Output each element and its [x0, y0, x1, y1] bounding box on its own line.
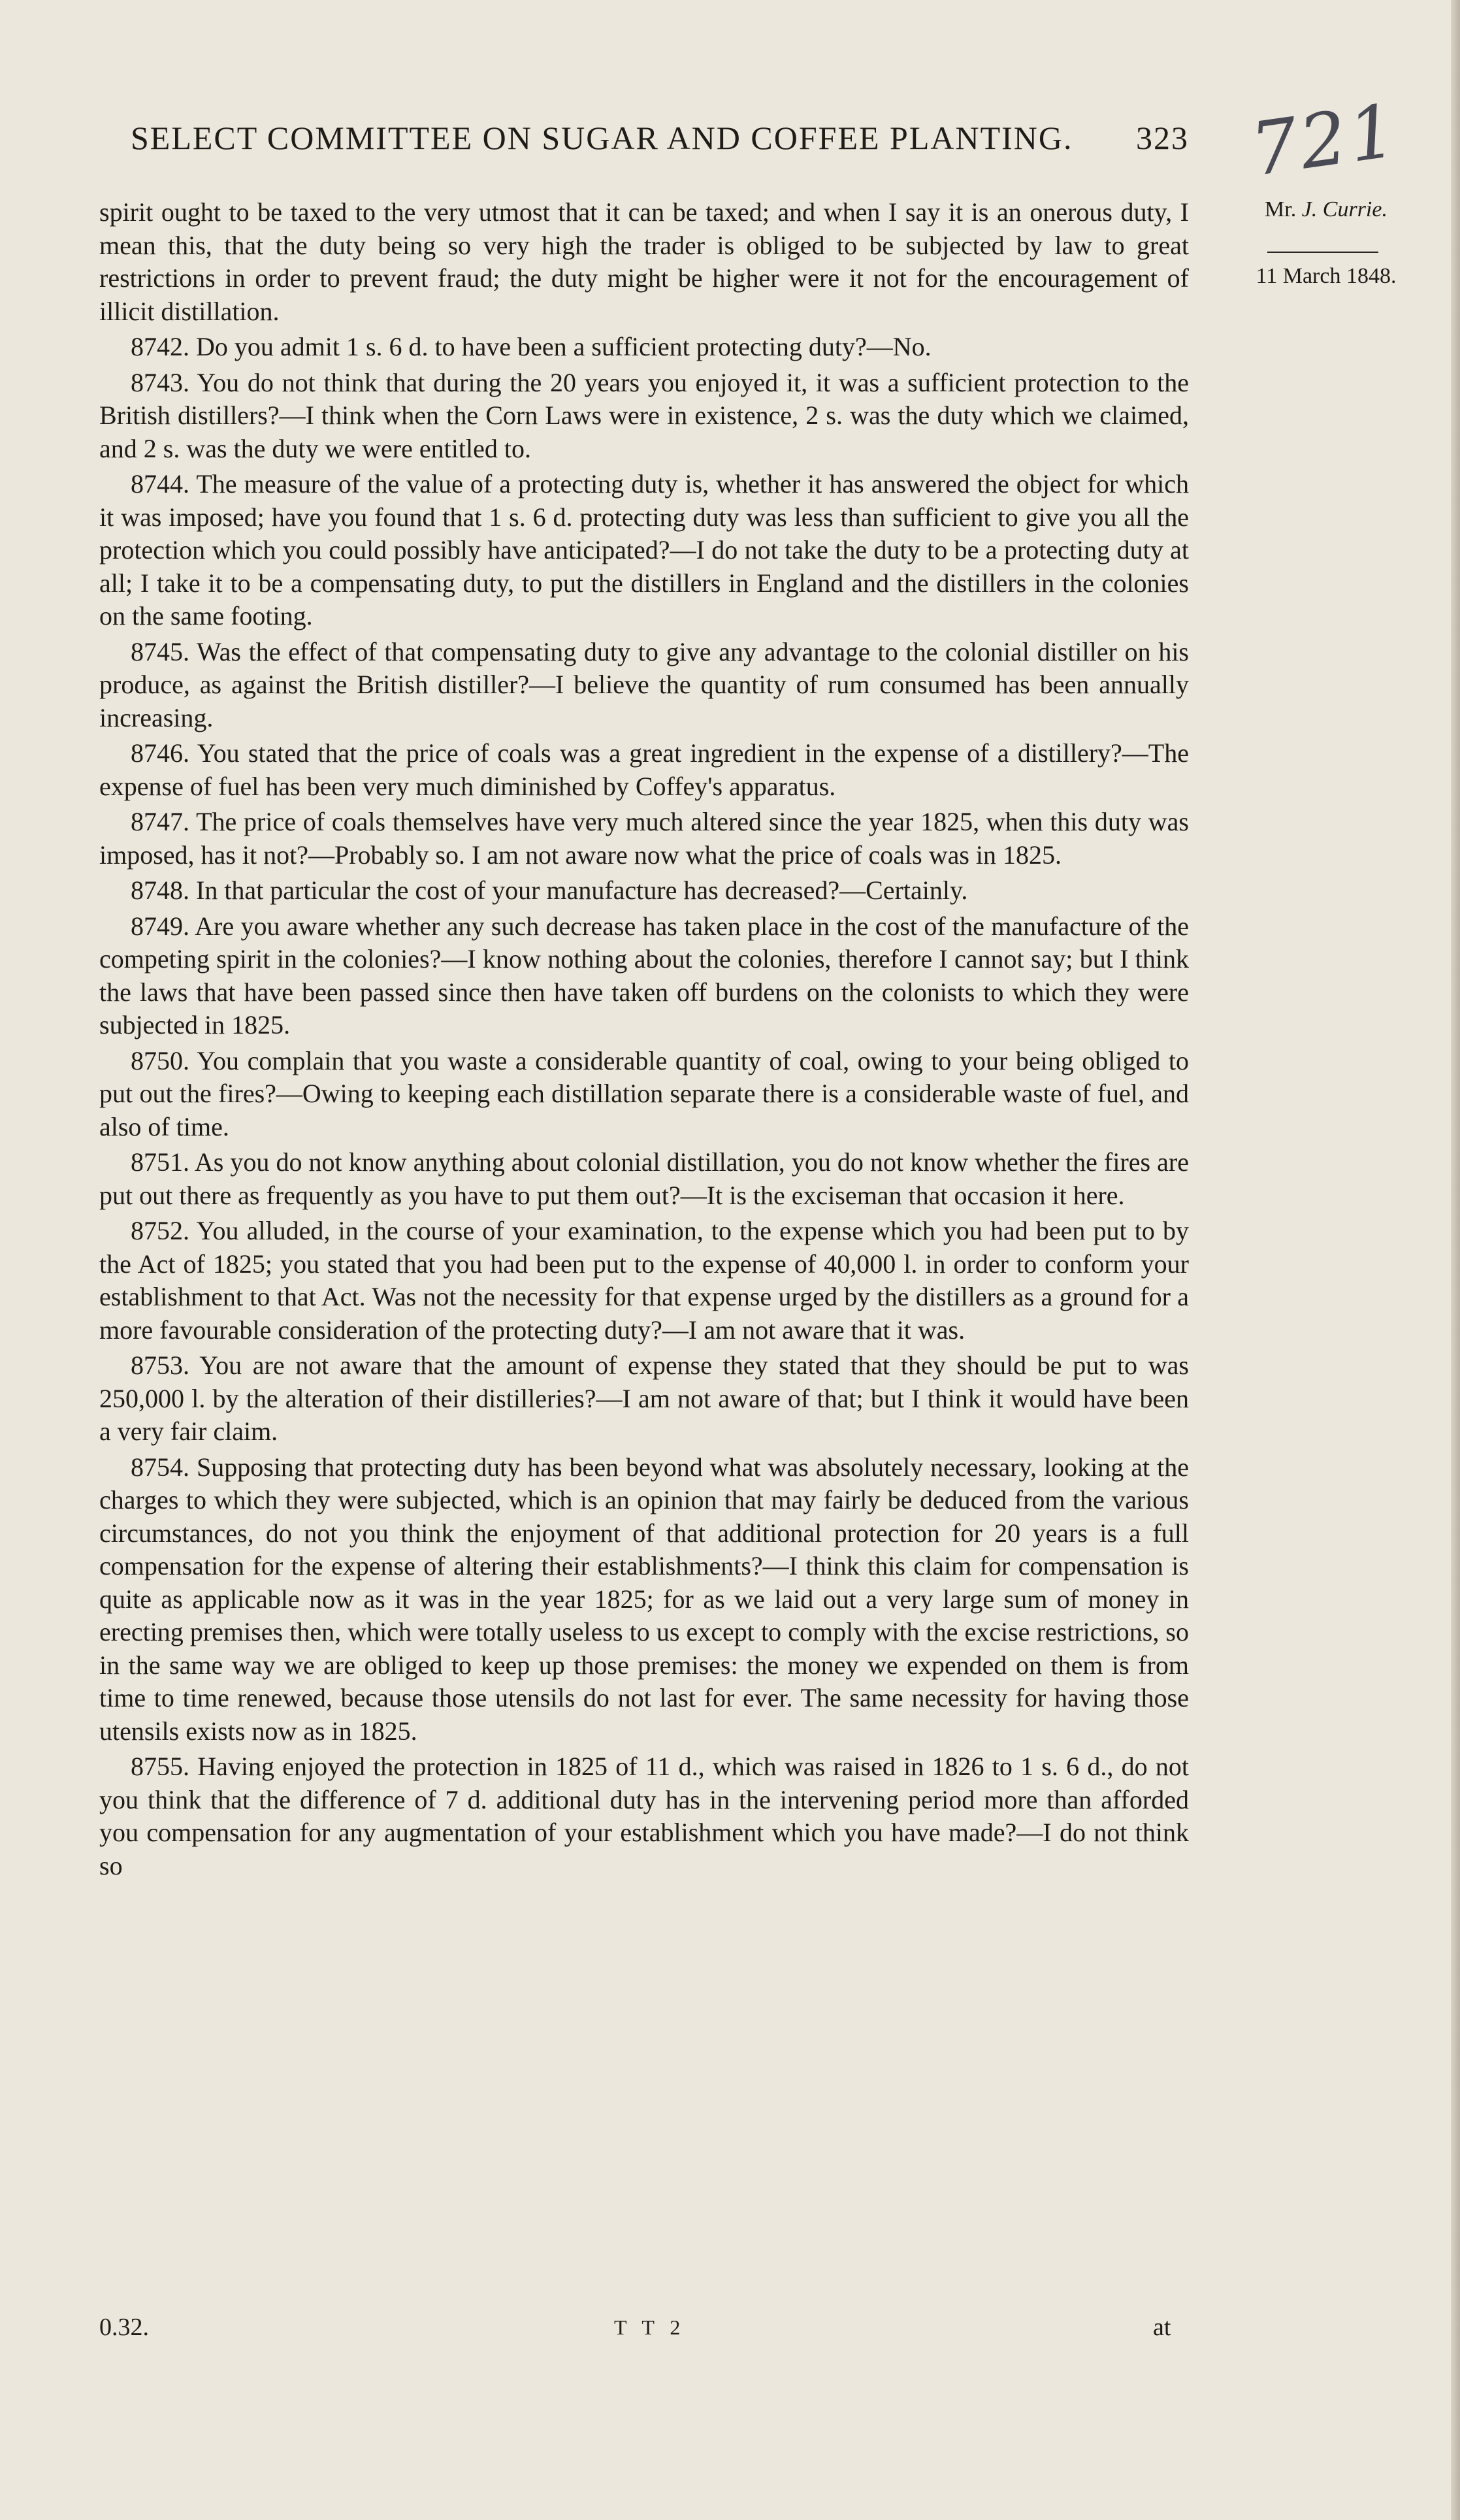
witness-name: J. Currie. — [1301, 197, 1387, 221]
question-8746: 8746. You stated that the price of coals was a great ingredient in the expense of a distillery?—The expense of fuel has been very much diminished by Coffey's apparatus. — [99, 738, 1189, 801]
running-header — [131, 119, 1189, 157]
question-8755: 8755. Having enjoyed the protection in 1825 of 11 d., which was raised in 1826 to 1 s. 6 d., do not you think that the difference of 7 d. additional duty has in the intervening period more than afforded you compensation for any augmentation of your establishment which you have made?—I do not think so — [99, 1752, 1189, 1880]
page-number: 323 — [1136, 120, 1189, 156]
question-8745: 8745. Was the effect of that compensating duty to give any advantage to the colonial distiller on his produce, as against the British distiller?—I believe the quantity of rum consumed has been annually increasing. — [99, 636, 1189, 732]
footer-sessional-number: 0.32. — [99, 2314, 149, 2341]
header-title: SELECT COMMITTEE ON SUGAR AND COFFEE PLANTING. — [131, 120, 1073, 156]
question-8744: 8744. The measure of the value of a protecting duty is, whether it has answered the object for which it was imposed; have you found that 1 s. 6 d. protecting duty was less than sufficient to give you all the protection which you could possibly have anticipated?—I do not take the duty to be a protecting duty at all; I take it to be a compensating duty, to put the distillers in England and the distillers in the colonies on the same footing. — [99, 469, 1189, 630]
footer-signature-mark: T T 2 — [614, 2315, 686, 2339]
question-8742: 8742. Do you admit 1 s. 6 d. to have been a sufficient protecting duty?—No. — [131, 332, 932, 361]
question-8743: 8743. You do not think that during the 20 years you enjoyed it, it was a sufficient protection to the British distillers?—I think when the Corn Laws were in existence, 2 s. was the duty which we claimed, and 2 s. was the duty we were entitled to. — [99, 367, 1189, 463]
body-text — [99, 196, 1189, 1885]
question-8747: 8747. The price of coals themselves have very much altered since the year 1825, when this duty was imposed, has it not?—Probably so. I am not aware now what the price of coals was in 1825. — [99, 807, 1189, 870]
question-8754: 8754. Supposing that protecting duty has been beyond what was absolutely necessary, looking at the charges to which they were subjected, which is an opinion that may fairly be deduced from the various circumstances, do not you think the enjoyment of that additional protection for 20 years is a full compensation for the expense of altering their establishments?—I think this claim for compensation is quite as applicable now as it was in the year 1825; for as we laid out a very large sum of money in erecting premises then, which were totally useless to us except to comply with the excise restrictions, so in the same way we are obliged to keep up those premises: the money we expended on them is from time to time renewed, because those utensils do not last for ever. The same necessity for having those utensils exists now as in 1825. — [99, 1452, 1189, 1746]
question-8748: 8748. In that particular the cost of your manufacture has decreased?—Certainly. — [131, 875, 968, 905]
page-edge — [1451, 0, 1460, 2520]
question-8749: 8749. Are you aware whether any such decrease has taken place in the cost of the manufacture of the competing spirit in the colonies?—I know nothing about the colonies, therefore I cannot say; but I think the laws that have been passed since then have taken off burdens on the colonists to which they were subjected in 1825. — [99, 911, 1189, 1039]
footer-catchword: at — [1153, 2314, 1171, 2341]
paragraph-continued: spirit ought to be taxed to the very utmost that it can be taxed; and when I say it is an onerous duty, I mean this, that the duty being so very high the trader is obliged to be subjected by law to great restrictions in order to prevent fraud; the duty might be higher were it not for the encouragement of illicit distillation. — [99, 197, 1189, 326]
margin-witness — [1228, 197, 1424, 222]
question-8751: 8751. As you do not know anything about colonial distillation, you do not know whether the fires are put out there as frequently as you have to put them out?—It is the exciseman that occasion it here. — [99, 1147, 1189, 1210]
margin-rule — [1267, 252, 1378, 253]
question-8750: 8750. You complain that you waste a considerable quantity of coal, owing to your being obliged to put out the fires?—Owing to keeping each distillation separate there is a considerable waste of fuel, and also of time. — [99, 1045, 1189, 1141]
question-8752: 8752. You alluded, in the course of your examination, to the expense which you had been put to by the Act of 1825; you stated that you had been put to the expense of 40,000 l. in order to conform your establishment to that Act. Was not the necessity for that expense urged by the distillers as a ground for a more favourable consideration of the protecting duty?—I am not aware that it was. — [99, 1216, 1189, 1345]
witness-prefix: Mr. — [1265, 197, 1302, 221]
margin-date: 11 March 1848. — [1256, 264, 1397, 288]
handwritten-folio-number: 721 — [1246, 88, 1404, 193]
question-8753: 8753. You are not aware that the amount of expense they stated that they should be put to was 250,000 l. by the alteration of their distilleries?—I am not aware of that; but I think it would have been a very fair claim. — [99, 1350, 1189, 1446]
